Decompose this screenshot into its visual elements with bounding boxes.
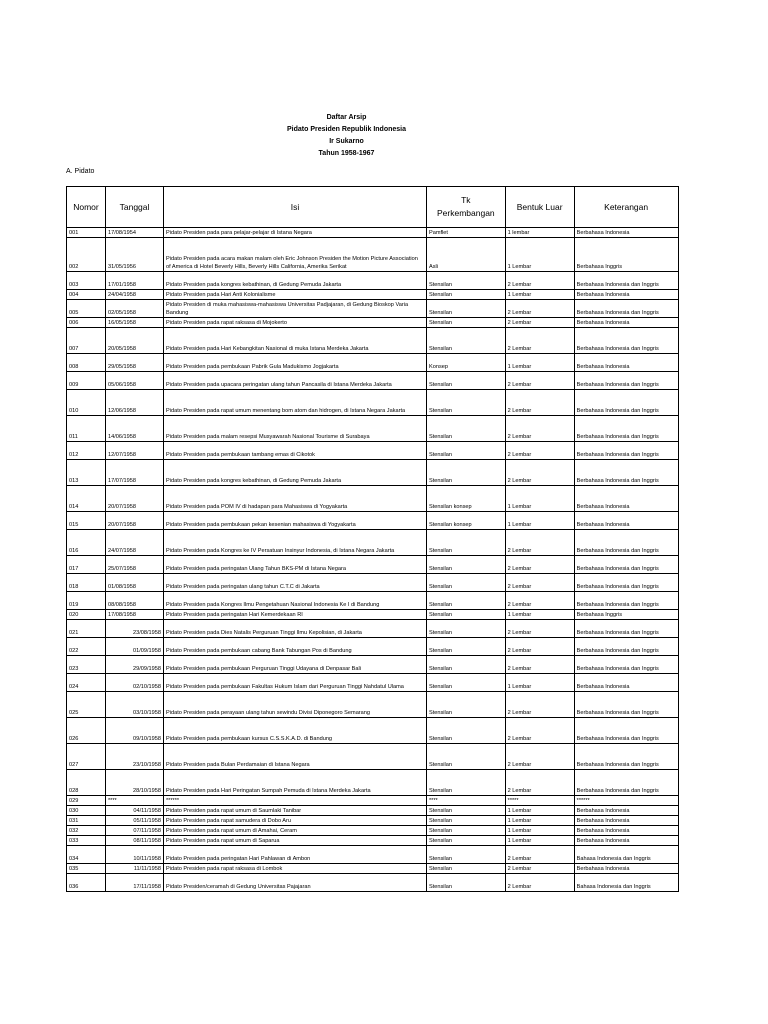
- cell-bentuk-luar: 2 Lembar: [505, 416, 574, 442]
- cell-keterangan: Berbahasa Indonesia dan Inggris: [574, 390, 678, 416]
- cell-tk-perkembangan: Stensilan: [427, 390, 506, 416]
- cell-nomor: 023: [67, 656, 106, 674]
- table-body: [67, 228, 679, 892]
- cell-tanggal: 17/01/1958: [106, 272, 164, 290]
- cell-nomor: 005: [67, 300, 106, 318]
- cell-nomor: 007: [67, 328, 106, 354]
- table-row: [67, 620, 679, 638]
- cell-bentuk-luar: 1 Lembar: [505, 826, 574, 836]
- cell-tk-perkembangan: Stensilan: [427, 530, 506, 556]
- cell-nomor: 008: [67, 354, 106, 372]
- cell-tk-perkembangan: Stensilan: [427, 638, 506, 656]
- cell-bentuk-luar: 2 Lembar: [505, 556, 574, 574]
- cell-tk-perkembangan: Stensilan: [427, 806, 506, 816]
- cell-tk-perkembangan: Stensilan: [427, 300, 506, 318]
- cell-tanggal: 31/05/1956: [106, 238, 164, 272]
- archive-table: [66, 186, 679, 892]
- cell-isi: Pidato Presiden di muka mahasiswa-mahasiswa Universitas Padjajaran, di Gedung Bioskop Varia Bandung: [164, 300, 427, 318]
- cell-tk-perkembangan: Stensilan: [427, 674, 506, 692]
- cell-nomor: 018: [67, 574, 106, 592]
- cell-bentuk-luar: 1 Lembar: [505, 816, 574, 826]
- table-row: [67, 556, 679, 574]
- cell-tk-perkembangan: Asli: [427, 238, 506, 272]
- cell-keterangan: Berbahasa Indonesia dan Inggris: [574, 372, 678, 390]
- cell-isi: Pidato Presiden pada Hari Peringatan Sumpah Pemuda di Istana Merdeka Jakarta: [164, 770, 427, 796]
- cell-tanggal: 16/05/1958: [106, 318, 164, 328]
- cell-keterangan: Berbahasa Indonesia: [574, 806, 678, 816]
- cell-bentuk-luar: 1 lembar: [505, 228, 574, 238]
- cell-isi: Pidato Presiden pada kongres kebathinan, di Gedung Pemuda Jakarta: [164, 272, 427, 290]
- cell-tanggal: 17/08/1954: [106, 228, 164, 238]
- cell-keterangan: Berbahasa Indonesia: [574, 836, 678, 846]
- cell-isi: Pidato Presiden pada rapat samudera di Dobo Aru: [164, 816, 427, 826]
- cell-nomor: 020: [67, 610, 106, 620]
- table-row: [67, 228, 679, 238]
- cell-keterangan: Berbahasa Indonesia: [574, 290, 678, 300]
- cell-tk-perkembangan: Stensilan konsep: [427, 512, 506, 530]
- cell-nomor: 031: [67, 816, 106, 826]
- cell-tanggal: 07/11/1958: [106, 826, 164, 836]
- cell-bentuk-luar: 2 Lembar: [505, 318, 574, 328]
- cell-tanggal: 05/11/1958: [106, 816, 164, 826]
- cell-isi: Pidato Presiden pada rapat umum di Saumlaki Tanibar: [164, 806, 427, 816]
- cell-tanggal: 05/06/1958: [106, 372, 164, 390]
- cell-nomor: 026: [67, 718, 106, 744]
- cell-tanggal: 01/08/1958: [106, 574, 164, 592]
- cell-bentuk-luar: 2 Lembar: [505, 442, 574, 460]
- cell-tk-perkembangan: Stensilan konsep: [427, 486, 506, 512]
- cell-bentuk-luar: 2 Lembar: [505, 530, 574, 556]
- cell-nomor: 012: [67, 442, 106, 460]
- cell-keterangan: Berbahasa Indonesia: [574, 318, 678, 328]
- cell-tanggal: 23/08/1958: [106, 620, 164, 638]
- cell-isi: Pidato Presiden pada Hari Anti Kolonialisme: [164, 290, 427, 300]
- cell-keterangan: Berbahasa Indonesia dan Inggris: [574, 656, 678, 674]
- cell-nomor: 032: [67, 826, 106, 836]
- cell-tk-perkembangan: Stensilan: [427, 864, 506, 874]
- cell-keterangan: Berbahasa Indonesia dan Inggris: [574, 620, 678, 638]
- cell-isi: Pidato Presiden pada rapat umum menentang bom atom dan hidrogen, di Istana Negara Jakarta: [164, 390, 427, 416]
- cell-isi: Pidato Presiden pada Bulan Perdamaian di Istana Negara: [164, 744, 427, 770]
- document-title: Daftar Arsip: [326, 114, 367, 121]
- cell-bentuk-luar: 2 Lembar: [505, 620, 574, 638]
- cell-tanggal: 29/05/1958: [106, 354, 164, 372]
- cell-nomor: 004: [67, 290, 106, 300]
- cell-isi: Pidato Presiden/ceramah di Gedung Universitas Pajajaran: [164, 874, 427, 892]
- cell-bentuk-luar: 1 Lembar: [505, 238, 574, 272]
- cell-tanggal: 17/08/1958: [106, 610, 164, 620]
- cell-nomor: 016: [67, 530, 106, 556]
- column-header-bentuk-luar: Bentuk Luar: [505, 187, 574, 228]
- table-row: [67, 816, 679, 826]
- cell-isi: Pidato Presiden pada Kongres Ilmu Pengetahuan Nasional Indonesia Ke I di Bandung: [164, 592, 427, 610]
- cell-tk-perkembangan: Stensilan: [427, 290, 506, 300]
- cell-isi: Pidato Presiden pada kongres kebathinan, di Gedung Pemuda Jakarta: [164, 460, 427, 486]
- table-row: [67, 592, 679, 610]
- cell-keterangan: Berbahasa Inggris: [574, 238, 678, 272]
- table-row: [67, 574, 679, 592]
- cell-tanggal: 23/10/1958: [106, 744, 164, 770]
- table-row: [67, 770, 679, 796]
- table-row: [67, 796, 679, 806]
- column-header-nomor: Nomor: [67, 187, 106, 228]
- table-row: [67, 238, 679, 272]
- cell-tanggal: ****: [106, 796, 164, 806]
- cell-tanggal: 20/07/1958: [106, 486, 164, 512]
- cell-tanggal: 08/11/1958: [106, 836, 164, 846]
- cell-nomor: 010: [67, 390, 106, 416]
- cell-nomor: 017: [67, 556, 106, 574]
- table-row: [67, 354, 679, 372]
- cell-nomor: 009: [67, 372, 106, 390]
- cell-tanggal: 04/11/1958: [106, 806, 164, 816]
- cell-isi: Pidato Presiden pada rapat umum di Saparua: [164, 836, 427, 846]
- cell-isi: Pidato Presiden pada pembukaan kursus C.S.S.K.A.D. di Bandung: [164, 718, 427, 744]
- cell-tanggal: 24/07/1958: [106, 530, 164, 556]
- table-row: [67, 836, 679, 846]
- table-row: [67, 846, 679, 864]
- table-row: [67, 328, 679, 354]
- cell-tk-perkembangan: Stensilan: [427, 846, 506, 864]
- cell-isi: Pidato Presiden pada Hari Kebangkitan Nasional di muka Istana Merdeka Jakarta: [164, 328, 427, 354]
- cell-tk-perkembangan: Stensilan: [427, 318, 506, 328]
- cell-bentuk-luar: 2 Lembar: [505, 874, 574, 892]
- cell-isi: Pidato Presiden pada upacara peringatan ulang tahun Pancasila di Istana Merdeka Jakarta: [164, 372, 427, 390]
- table-row: [67, 864, 679, 874]
- section-label: A. Pidato: [66, 168, 95, 175]
- cell-nomor: 021: [67, 620, 106, 638]
- table-row: [67, 826, 679, 836]
- cell-keterangan: Berbahasa Indonesia: [574, 354, 678, 372]
- cell-bentuk-luar: 2 Lembar: [505, 328, 574, 354]
- cell-isi: Pidato Presiden pada para pelajar-pelajar di Istana Negara: [164, 228, 427, 238]
- cell-tk-perkembangan: Stensilan: [427, 836, 506, 846]
- cell-nomor: 025: [67, 692, 106, 718]
- cell-tanggal: 14/06/1958: [106, 416, 164, 442]
- cell-isi: Pidato Presiden pada Dies Natalis Perguruan Tinggi Ilmu Kepolisian, di Jakarta: [164, 620, 427, 638]
- cell-tk-perkembangan: Stensilan: [427, 874, 506, 892]
- cell-bentuk-luar: 2 Lembar: [505, 574, 574, 592]
- cell-keterangan: Bahasa Indonesia dan Inggris: [574, 874, 678, 892]
- cell-bentuk-luar: 2 Lembar: [505, 744, 574, 770]
- cell-isi: Pidato Presiden pada rapat raksasa di Mojokerto: [164, 318, 427, 328]
- table-header-row: [67, 187, 679, 228]
- cell-keterangan: Berbahasa Indonesia dan Inggris: [574, 460, 678, 486]
- cell-tk-perkembangan: Stensilan: [427, 718, 506, 744]
- cell-isi: Pidato Presiden pada peringatan Hari Pahlawan di Ambon: [164, 846, 427, 864]
- cell-bentuk-luar: 2 Lembar: [505, 390, 574, 416]
- document-subtitle: Pidato Presiden Republik Indonesia: [286, 126, 407, 133]
- cell-tanggal: 03/10/1958: [106, 692, 164, 718]
- cell-tanggal: 29/09/1958: [106, 656, 164, 674]
- cell-nomor: 029: [67, 796, 106, 806]
- column-header-tk-perkembangan: Tk Perkembangan: [427, 187, 506, 228]
- cell-keterangan: Berbahasa Indonesia dan Inggris: [574, 574, 678, 592]
- cell-tk-perkembangan: Stensilan: [427, 328, 506, 354]
- cell-tk-perkembangan: Stensilan: [427, 460, 506, 486]
- cell-bentuk-luar: 2 Lembar: [505, 460, 574, 486]
- cell-isi: Pidato Presiden pada peringatan Ulang Tahun BKS-PM di Istana Negara: [164, 556, 427, 574]
- cell-keterangan: Berbahasa Indonesia dan Inggris: [574, 416, 678, 442]
- cell-bentuk-luar: 1 Lembar: [505, 836, 574, 846]
- cell-keterangan: Berbahasa Indonesia dan Inggris: [574, 718, 678, 744]
- cell-keterangan: Berbahasa Indonesia dan Inggris: [574, 328, 678, 354]
- cell-tanggal: 12/06/1958: [106, 390, 164, 416]
- cell-keterangan: Berbahasa Indonesia: [574, 486, 678, 512]
- cell-bentuk-luar: 2 Lembar: [505, 272, 574, 290]
- cell-keterangan: Berbahasa Inggris: [574, 610, 678, 620]
- cell-nomor: 035: [67, 864, 106, 874]
- table-row: [67, 806, 679, 816]
- cell-bentuk-luar: 2 Lembar: [505, 692, 574, 718]
- table-row: [67, 674, 679, 692]
- cell-isi: Pidato Presiden pada POM IV di hadapan para Mahasiswa di Yogyakarta: [164, 486, 427, 512]
- cell-isi: Pidato Presiden pada rapat umum di Amahai, Ceram: [164, 826, 427, 836]
- cell-nomor: 033: [67, 836, 106, 846]
- cell-nomor: 030: [67, 806, 106, 816]
- table-row: [67, 718, 679, 744]
- cell-keterangan: Berbahasa Indonesia: [574, 512, 678, 530]
- cell-bentuk-luar: 1 Lembar: [505, 290, 574, 300]
- table-row: [67, 390, 679, 416]
- cell-isi: Pidato Presiden pada pembukaan tambang emas di Cikotok: [164, 442, 427, 460]
- cell-keterangan: Berbahasa Indonesia dan Inggris: [574, 744, 678, 770]
- cell-isi: Pidato Presiden pada malam resepsi Musyawarah Nasional Tourisme di Surabaya: [164, 416, 427, 442]
- cell-tk-perkembangan: Stensilan: [427, 574, 506, 592]
- column-header-keterangan: Keterangan: [574, 187, 678, 228]
- cell-tk-perkembangan: Stensilan: [427, 372, 506, 390]
- cell-nomor: 006: [67, 318, 106, 328]
- cell-nomor: 019: [67, 592, 106, 610]
- cell-tanggal: 17/07/1958: [106, 460, 164, 486]
- cell-nomor: 034: [67, 846, 106, 864]
- cell-bentuk-luar: 2 Lembar: [505, 592, 574, 610]
- document-name: Ir Sukarno: [329, 138, 364, 145]
- cell-tanggal: 08/08/1958: [106, 592, 164, 610]
- cell-tanggal: 20/07/1958: [106, 512, 164, 530]
- cell-bentuk-luar: 1 Lembar: [505, 512, 574, 530]
- cell-keterangan: Berbahasa Indonesia: [574, 826, 678, 836]
- cell-bentuk-luar: 1 Lembar: [505, 610, 574, 620]
- table-row: [67, 692, 679, 718]
- table-row: [67, 372, 679, 390]
- cell-tk-perkembangan: Stensilan: [427, 770, 506, 796]
- cell-nomor: 022: [67, 638, 106, 656]
- cell-isi: Pidato Presiden pada pembukaan cabang Bank Tabungan Pos di Bandung: [164, 638, 427, 656]
- cell-bentuk-luar: 1 Lembar: [505, 354, 574, 372]
- cell-isi: Pidato Presiden pada peringatan ulang tahun C.T.C di Jakarta: [164, 574, 427, 592]
- cell-keterangan: ******: [574, 796, 678, 806]
- cell-isi: Pidato Presiden pada Kongres ke IV Persatuan Insinyur Indonesia, di Istana Negara Jakarta: [164, 530, 427, 556]
- cell-nomor: 015: [67, 512, 106, 530]
- cell-keterangan: Berbahasa Indonesia: [574, 228, 678, 238]
- cell-keterangan: Berbahasa Indonesia dan Inggris: [574, 592, 678, 610]
- cell-bentuk-luar: 2 Lembar: [505, 864, 574, 874]
- table-row: [67, 530, 679, 556]
- cell-nomor: 002: [67, 238, 106, 272]
- cell-tk-perkembangan: Stensilan: [427, 272, 506, 290]
- cell-isi: Pidato Presiden pada acara makan malam oleh Eric Johnson Presiden the Motion Picture Association of America di Hotel Beverly Hills, Beverly Hills California, Amerika Serikat: [164, 238, 427, 272]
- cell-bentuk-luar: 1 Lembar: [505, 674, 574, 692]
- cell-bentuk-luar: 2 Lembar: [505, 846, 574, 864]
- cell-nomor: 028: [67, 770, 106, 796]
- cell-tk-perkembangan: Stensilan: [427, 416, 506, 442]
- cell-tk-perkembangan: Stensilan: [427, 442, 506, 460]
- cell-keterangan: Berbahasa Indonesia dan Inggris: [574, 638, 678, 656]
- cell-tk-perkembangan: Stensilan: [427, 744, 506, 770]
- table-row: [67, 656, 679, 674]
- cell-nomor: 003: [67, 272, 106, 290]
- cell-keterangan: Berbahasa Indonesia dan Inggris: [574, 272, 678, 290]
- cell-isi: Pidato Presiden pada pembukaan Pabrik Gula Madukismo Jogjakarta: [164, 354, 427, 372]
- table-row: [67, 486, 679, 512]
- cell-tk-perkembangan: ****: [427, 796, 506, 806]
- cell-bentuk-luar: 2 Lembar: [505, 300, 574, 318]
- table-row: [67, 512, 679, 530]
- cell-nomor: 001: [67, 228, 106, 238]
- cell-tk-perkembangan: Stensilan: [427, 556, 506, 574]
- cell-keterangan: Berbahasa Indonesia: [574, 816, 678, 826]
- cell-keterangan: Berbahasa Indonesia dan Inggris: [574, 556, 678, 574]
- cell-tk-perkembangan: Stensilan: [427, 826, 506, 836]
- cell-tanggal: 20/05/1958: [106, 328, 164, 354]
- cell-nomor: 014: [67, 486, 106, 512]
- cell-bentuk-luar: *****: [505, 796, 574, 806]
- table-row: [67, 874, 679, 892]
- cell-tanggal: 28/10/1958: [106, 770, 164, 796]
- cell-isi: Pidato Presiden pada pembukaan Fakultas Hukum Islam dari Perguruan Tinggi Nahdatul Ulama: [164, 674, 427, 692]
- cell-bentuk-luar: 2 Lembar: [505, 718, 574, 744]
- cell-isi: ******: [164, 796, 427, 806]
- table-row: [67, 290, 679, 300]
- column-header-tanggal: Tanggal: [106, 187, 164, 228]
- cell-tanggal: 01/09/1958: [106, 638, 164, 656]
- table-row: [67, 442, 679, 460]
- document-period: Tahun 1958-1967: [318, 150, 375, 157]
- cell-isi: Pidato Presiden pada peringatan Hari Kemerdekaan RI: [164, 610, 427, 620]
- table-row: [67, 744, 679, 770]
- cell-tanggal: 10/11/1958: [106, 846, 164, 864]
- cell-tk-perkembangan: Stensilan: [427, 692, 506, 718]
- column-header-isi: Isi: [164, 187, 427, 228]
- cell-tanggal: 02/10/1958: [106, 674, 164, 692]
- cell-tk-perkembangan: Stensilan: [427, 610, 506, 620]
- cell-tanggal: 11/11/1958: [106, 864, 164, 874]
- cell-tk-perkembangan: Stensilan: [427, 656, 506, 674]
- cell-nomor: 024: [67, 674, 106, 692]
- table-row: [67, 610, 679, 620]
- table-row: [67, 416, 679, 442]
- document-title-block: [0, 112, 768, 160]
- table-row: [67, 638, 679, 656]
- cell-nomor: 013: [67, 460, 106, 486]
- cell-bentuk-luar: 2 Lembar: [505, 656, 574, 674]
- cell-tanggal: 24/04/1958: [106, 290, 164, 300]
- cell-nomor: 011: [67, 416, 106, 442]
- cell-bentuk-luar: 1 Lembar: [505, 486, 574, 512]
- table-row: [67, 318, 679, 328]
- table-row: [67, 272, 679, 290]
- cell-keterangan: Berbahasa Indonesia dan Inggris: [574, 530, 678, 556]
- cell-tanggal: 09/10/1958: [106, 718, 164, 744]
- cell-bentuk-luar: 1 Lembar: [505, 806, 574, 816]
- cell-tk-perkembangan: Stensilan: [427, 816, 506, 826]
- cell-keterangan: Berbahasa Indonesia dan Inggris: [574, 300, 678, 318]
- cell-isi: Pidato Presiden pada pembukaan pekan kesenian mahasiswa di Yogyakarta: [164, 512, 427, 530]
- cell-isi: Pidato Presiden pada perayaan ulang tahun sewindu Divisi Diponegoro Semarang: [164, 692, 427, 718]
- cell-tanggal: 12/07/1958: [106, 442, 164, 460]
- cell-nomor: 027: [67, 744, 106, 770]
- cell-keterangan: Berbahasa Indonesia: [574, 864, 678, 874]
- cell-keterangan: Bahasa Indonesia dan Inggris: [574, 846, 678, 864]
- table-row: [67, 300, 679, 318]
- cell-tanggal: 17/11/1958: [106, 874, 164, 892]
- cell-tk-perkembangan: Stensilan: [427, 592, 506, 610]
- cell-tk-perkembangan: Stensilan: [427, 620, 506, 638]
- cell-isi: Pidato Presiden pada rapat raksasa di Lombok: [164, 864, 427, 874]
- cell-nomor: 036: [67, 874, 106, 892]
- cell-bentuk-luar: 2 Lembar: [505, 638, 574, 656]
- table-row: [67, 460, 679, 486]
- cell-bentuk-luar: 2 Lembar: [505, 372, 574, 390]
- cell-keterangan: Berbahasa Indonesia dan Inggris: [574, 442, 678, 460]
- cell-keterangan: Berbahasa Indonesia dan Inggris: [574, 692, 678, 718]
- cell-tk-perkembangan: Pamflet: [427, 228, 506, 238]
- cell-bentuk-luar: 2 Lembar: [505, 770, 574, 796]
- cell-keterangan: Berbahasa Indonesia: [574, 674, 678, 692]
- cell-keterangan: Berbahasa Indonesia dan Inggris: [574, 770, 678, 796]
- cell-tanggal: 02/05/1958: [106, 300, 164, 318]
- cell-isi: Pidato Presiden pada pembukaan Perguruan Tinggi Udayana di Denpasar Bali: [164, 656, 427, 674]
- cell-tanggal: 25/07/1958: [106, 556, 164, 574]
- cell-tk-perkembangan: Konsep: [427, 354, 506, 372]
